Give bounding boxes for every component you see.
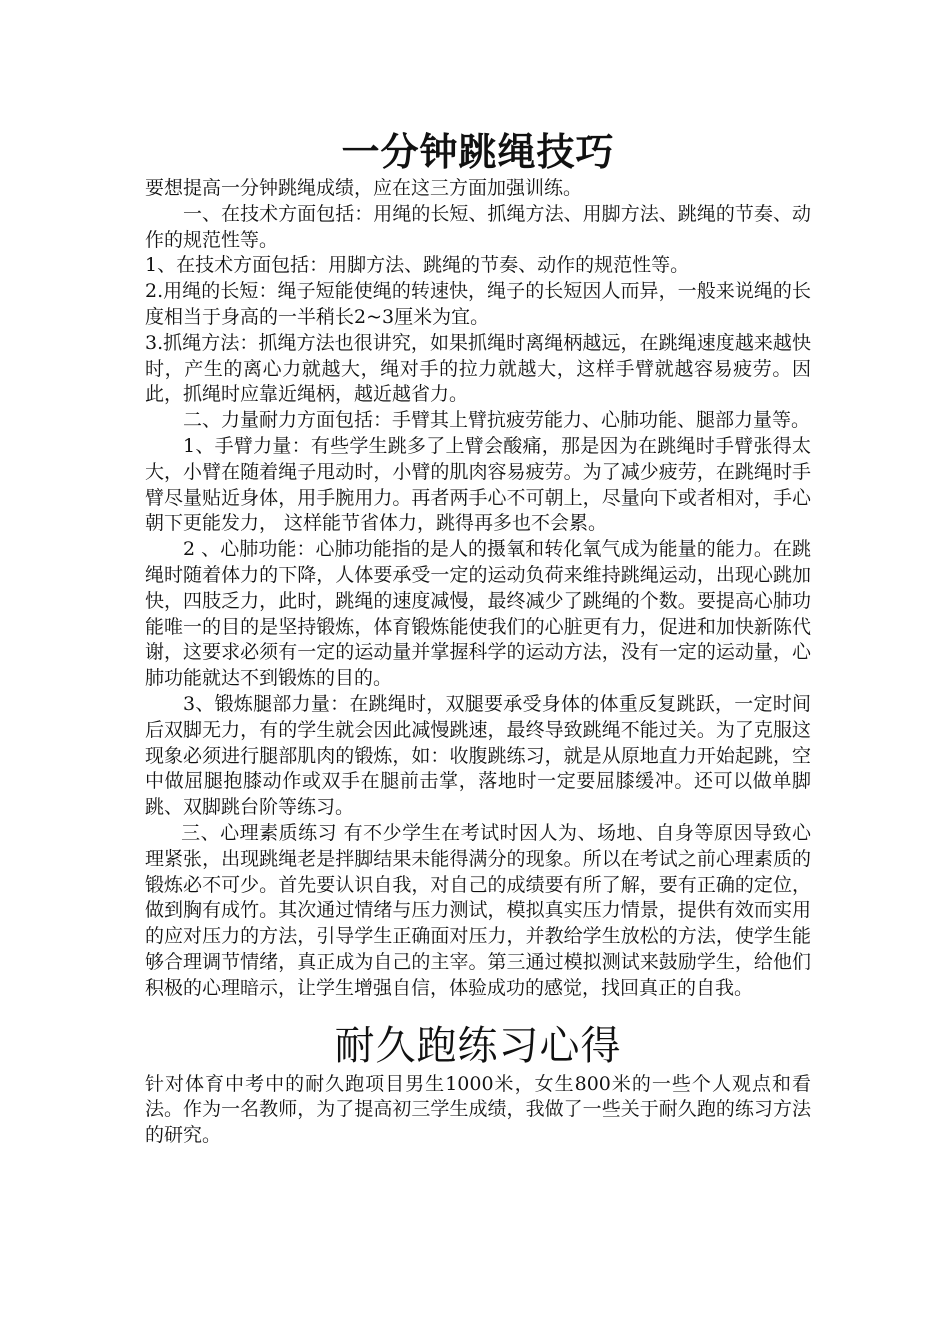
technique-item-2: 2.用绳的长短：绳子短能使绳的转速快，绳子的长短因人而异，一般来说绳的长度相当于身高的一半稍长2~3厘米为宜。	[145, 280, 811, 328]
technique-item-1: 1、在技术方面包括：用脚方法、跳绳的节奏、动作的规范性等。	[145, 254, 690, 277]
document-content	[145, 128, 811, 1149]
endurance-intro-paragraph: 针对体育中考中的耐久跑项目男生1000米，女生800米的一些个人观点和看法。作为一名教师，为了提高初三学生成绩，我做了一些关于耐久跑的练习方法的研究。	[145, 1072, 811, 1147]
technique-heading-paragraph: 一、在技术方面包括：用绳的长短、抓绳方法、用脚方法、跳绳的节奏、动作的规范性等。	[145, 202, 811, 251]
leg-strength-paragraph: 3、锻炼腿部力量：在跳绳时，双腿要承受身体的体重反复跳跃，一定时间后双脚无力，有的学生就会因此减慢跳速，最终导致跳绳不能过关。为了克服这现象必须进行腿部肌肉的锻炼，如：收腹跳练习，就是从原地直力开始起跳，空中做屈腿抱膝动作或双手在腿前击掌，落地时一定要屈膝缓冲。还可以做单脚跳、双脚跳台阶等练习。	[145, 692, 811, 819]
section-title-jump-rope: 一分钟跳绳技巧	[341, 129, 615, 174]
psychology-paragraph: 三、心理素质练习 有不少学生在考试时因人为、场地、自身等原因导致心理紧张，出现跳绳老是拌脚结果未能得满分的现象。所以在考试之前心理素质的锻炼必不可少。首先要认识自我，对自己的成绩要有所了解，要有正确的定位，做到胸有成竹。其次通过情绪与压力测试，模拟真实压力情景，提供有效而实用的应对压力的方法，引导学生正确面对压力，并教给学生放松的方法，使学生能够合理调节情绪，真正成为自己的主宰。第三通过模拟测试来鼓励学生，给他们积极的心理暗示，让学生增强自信，体验成功的感觉，找回真正的自我。	[145, 821, 811, 999]
cardio-paragraph: 2 、心肺功能：心肺功能指的是人的摄氧和转化氧气成为能量的能力。在跳绳时随着体力的下降，人体要承受一定的运动负荷来维持跳绳运动，出现心跳加快，四肢乏力，此时，跳绳的速度减慢，最终减少了跳绳的个数。要提高心肺功能唯一的目的是坚持锻炼，体育锻炼能使我们的心脏更有力，促进和加快新陈代谢，这要求必须有一定的运动量并掌握科学的运动方法，没有一定的运动量，心肺功能就达不到锻炼的目的。	[145, 538, 811, 690]
arm-strength-paragraph: 1、手臂力量：有些学生跳多了上臂会酸痛，那是因为在跳绳时手臂张得太大，小臂在随着绳子甩动时，小臂的肌肉容易疲劳。为了减少疲劳，在跳绳时手臂尽量贴近身体，用手腕用力。再者两手心不可朝上，尽量向下或者相对，手心朝下更能发力， 这样能节省体力，跳得再多也不会累。	[145, 434, 811, 535]
technique-item-3: 3.抓绳方法：抓绳方法也很讲究，如果抓绳时离绳柄越远，在跳绳速度越来越快时，产生的离心力就越大，绳对手的拉力就越大，这样手臂就越容易疲劳。因此，抓绳时应靠近绳柄，越近越省力。	[145, 331, 811, 406]
strength-heading-paragraph: 二、力量耐力方面包括：手臂其上臂抗疲劳能力、心肺功能、腿部力量等。	[183, 409, 811, 432]
intro-paragraph: 要想提高一分钟跳绳成绩，应在这三方面加强训练。	[145, 177, 583, 199]
section-title-endurance-run: 耐久跑练习心得	[334, 1022, 622, 1069]
